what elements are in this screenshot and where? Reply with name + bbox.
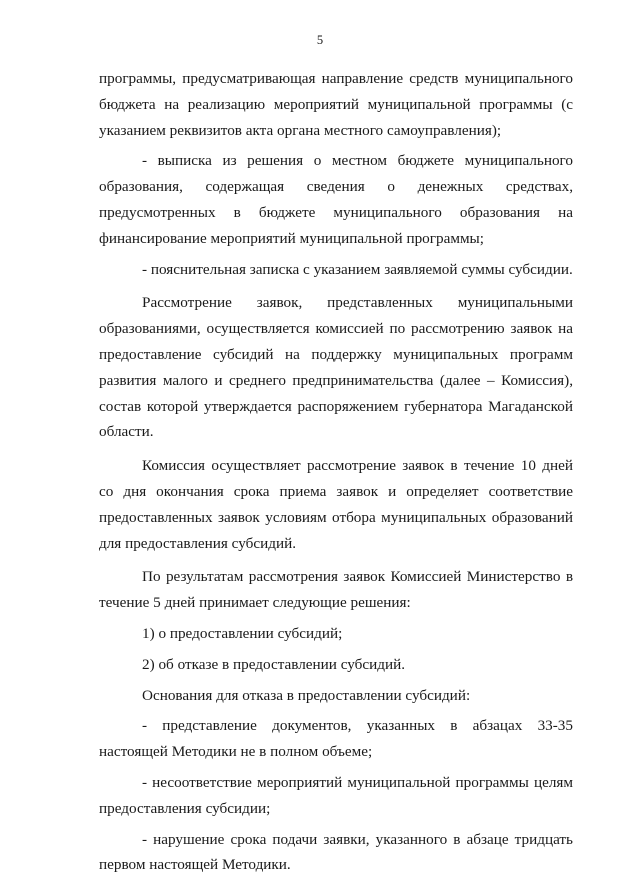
paragraph-explanatory-note: - пояснительная записка с указанием заявляемой суммы субсидии. bbox=[142, 260, 573, 278]
paragraph-program-continuation: программы, предусматривающая направление средств муниципального бюджета на реализацию мероприятий муниципальной программы (с указанием реквизитов акта органа местного самоуправления); bbox=[99, 70, 573, 139]
list-item-program-mismatch: - несоответствие мероприятий муниципальной программы целям предоставления субсидии; bbox=[99, 773, 573, 817]
page-number: 5 bbox=[316, 33, 324, 47]
document-body bbox=[99, 66, 573, 878]
paragraph-budget-extract: - выписка из решения о местном бюджете муниципального образования, содержащая сведения о денежных средствах, предусмотренных в бюджете муниципального образования на финансирование мероприятий муниципальной программы; bbox=[99, 152, 573, 247]
list-item-grant-decision: 1) о предоставлении субсидий; bbox=[142, 624, 343, 642]
paragraph-ministry-decisions: По результатам рассмотрения заявок Комиссией Министерство в течение 5 дней принимает следующие решения: bbox=[99, 568, 573, 612]
list-item-deadline-violation: - нарушение срока подачи заявки, указанного в абзаце тридцать первом настоящей Методики. bbox=[99, 830, 573, 874]
list-item-incomplete-documents: - представление документов, указанных в абзацах 33-35 настоящей Методики не в полном объеме; bbox=[99, 717, 573, 761]
paragraph-commission-review: Комиссия осуществляет рассмотрение заявок в течение 10 дней со дня окончания срока приема заявок и определяет соответствие предоставленных заявок условиям отбора муниципальных образований для предоставления субсидий. bbox=[99, 457, 573, 552]
paragraph-application-review: Рассмотрение заявок, представленных муниципальными образованиями, осуществляется комиссией по рассмотрению заявок на предоставление субсидий на поддержку муниципальных программ развития малого и среднего предпринимательства (далее – Комиссия), состав которой утверждается распоряжением губернатора Магаданской области. bbox=[99, 294, 573, 441]
paragraph-refusal-grounds: Основания для отказа в предоставлении субсидий: bbox=[142, 686, 471, 704]
list-item-refusal-decision: 2) об отказе в предоставлении субсидий. bbox=[142, 655, 406, 673]
